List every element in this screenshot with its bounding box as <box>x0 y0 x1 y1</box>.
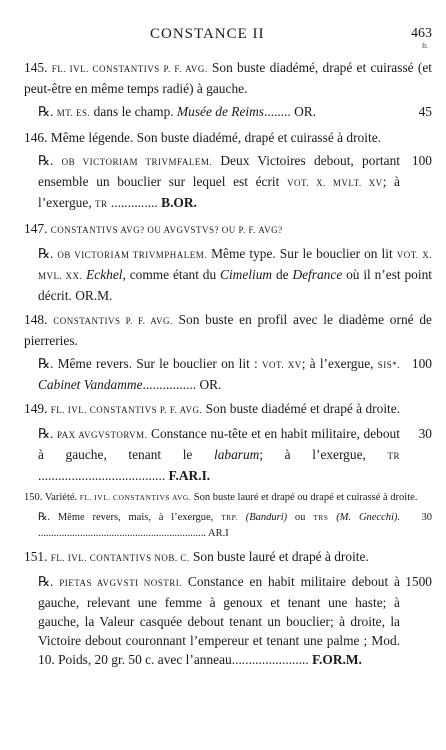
leader-dots: ....................... <box>231 652 309 667</box>
reverse-mark: ℞. <box>38 246 54 261</box>
variety-label: Variété. <box>44 492 78 503</box>
metal-rarity: F.AR.I. <box>168 468 211 483</box>
reverse-text: ; à l’exergue, <box>301 356 374 371</box>
source-name: Defrance <box>292 267 343 282</box>
catalogue-entry <box>24 128 432 147</box>
metal-rarity: F.OR.M. <box>312 652 362 667</box>
metal-rarity: OR.M. <box>75 288 113 303</box>
exergue-mark: TRS <box>313 513 329 522</box>
catalogue-entry <box>24 219 432 240</box>
obverse-text: Son buste lauré et drapé à droite. <box>192 549 369 564</box>
reverse-legend: OB VICTORIAM TRIVMPHALEM. <box>57 250 208 260</box>
leader-dots: ...................................... <box>38 468 166 483</box>
obverse-description <box>24 58 432 98</box>
reverse-mark: ℞. <box>38 426 54 441</box>
leader-dots: ........ <box>264 104 291 119</box>
reverse-description <box>24 151 432 214</box>
obverse-legend: FL. IVL. CONTANTIVS NOB. C. <box>50 553 190 563</box>
reverse-mark: ℞. <box>38 104 54 119</box>
reverse-text: Deux Victoires debout, portant ensemble un bouclier sur lequel est écrit <box>38 153 400 189</box>
reverse-mark: ℞. <box>38 356 54 371</box>
price-value: 30 <box>421 512 432 523</box>
entry-number: 150. <box>24 492 43 503</box>
entry-number: 147. <box>24 221 48 236</box>
reverse-text: ou <box>294 512 306 523</box>
leader-dots: ................ <box>142 377 197 392</box>
reverse-text: Constance en habit militaire debout à gauche, relevant une femme à genoux et tenant une haste; à gauche, la Valeur casquée debout tenant un bouclier; à droite, la Victoire debout couronnant l’empereur et tenant une palme ; Mod. 10. Poids, 20 gr. 50 c. avec l’anneau <box>38 574 400 667</box>
obverse-legend: FL. IVL. CONSTANTIVS P. F. AVG. <box>50 405 203 415</box>
reverse-mark: ℞. <box>38 512 51 523</box>
reverse-text: où il n’est point décrit. <box>38 267 432 303</box>
reverse-text: Constance nu-tête et en habit militaire, debout à gauche, tenant le <box>38 426 400 462</box>
obverse-text: Même légende. Son buste diadémé, drapé et cuirassé à droite. <box>50 130 381 145</box>
reverse-description <box>24 424 432 485</box>
obverse-text: Son buste diadémé et drapé à droite. <box>205 401 401 416</box>
metal-rarity: OR. <box>199 377 222 392</box>
exergue-mark: SIS*. <box>377 360 400 370</box>
source-name: Cabinet Vandamme <box>38 377 143 392</box>
reverse-text: ; à l’exergue, <box>259 447 366 462</box>
reverse-text: , comme étant du <box>122 267 217 282</box>
obverse-text: Son buste lauré et drapé ou drapé et cuirassé à droite. <box>193 492 418 503</box>
metal-rarity: OR. <box>294 104 317 119</box>
metal-rarity: AR.I <box>208 528 229 539</box>
source-name: labarum <box>213 447 260 462</box>
exergue-mark: TR <box>95 199 108 209</box>
obverse-legend: FL. IVL. CONSTANTIVS P. F. AVG. <box>51 64 208 74</box>
currency-label: fr. <box>421 42 428 50</box>
reverse-description <box>24 354 432 394</box>
reverse-description <box>24 102 432 123</box>
reverse-mark: ℞. <box>38 574 54 589</box>
catalogue-entry <box>24 58 432 98</box>
exergue-mark: TR <box>387 451 400 461</box>
entry-number: 149. <box>24 401 48 416</box>
reverse-text: Même revers, mais, à l’exergue, <box>57 512 214 523</box>
obverse-legend: CONSTANTIVS AVG? OU AVGVSTVS? OU P. F. AVG? <box>50 225 283 235</box>
reverse-text: Même revers. Sur le bouclier on lit : <box>57 356 258 371</box>
source-name: Cimelium <box>220 267 273 282</box>
metal-rarity: B.OR. <box>161 195 197 210</box>
shield-inscription: VOT. XV <box>262 360 302 370</box>
obverse-legend: FL. IVL. CONSTANTIVS AVG. <box>79 493 192 502</box>
leader-dots: .............. <box>110 195 158 210</box>
shield-inscription: VOT. X. MVL. XX. <box>38 250 432 281</box>
entry-number: 148. <box>24 312 48 327</box>
reverse-text: dans le champ. <box>93 104 174 119</box>
catalogue-entry <box>24 310 432 350</box>
reverse-description <box>24 572 432 669</box>
shield-inscription: VOT. X. MVLT. XV <box>287 178 383 188</box>
source-name: Eckhel <box>86 267 123 282</box>
price-value: 45 <box>418 104 432 119</box>
reverse-legend: MT. ES. <box>56 108 91 118</box>
obverse-text: Son buste en profil avec le diadème orné de pierreries. <box>24 312 432 348</box>
reverse-legend: OB VICTORIAM TRIVMFALEM. <box>61 157 213 167</box>
reverse-legend: PIETAS AVGVSTI NOSTRI. <box>59 578 183 588</box>
price-value: 1500 <box>405 574 432 589</box>
source-name: Musée de Reims <box>176 104 264 119</box>
reverse-mark: ℞. <box>38 153 54 168</box>
source-name: (Banduri) <box>245 512 288 523</box>
reverse-description <box>24 244 432 305</box>
catalogue-entry <box>24 399 432 420</box>
entry-number: 146. <box>24 130 48 145</box>
reverse-legend: PAX AVGVSTORVM. <box>56 430 148 440</box>
reverse-description <box>24 510 432 542</box>
reverse-text: de <box>275 267 289 282</box>
price-value: 30 <box>418 426 432 441</box>
page-number: 463 <box>411 26 432 41</box>
obverse-text: Son buste diadémé, drapé et cuirassé (et peut-être en même temps radié) à gauche. <box>24 60 432 96</box>
source-name: (M. Gnecchi). <box>336 512 401 523</box>
catalogue-body <box>24 58 432 674</box>
reverse-text: ; à l’exergue, <box>38 174 400 210</box>
leader-dots: ................................................................ <box>38 528 206 539</box>
price-value: 100 <box>411 153 432 168</box>
entry-number: 145. <box>24 60 48 75</box>
reverse-text: Même type. Sur le bouclier on lit <box>211 246 393 261</box>
catalogue-entry <box>24 547 432 568</box>
catalogue-entry <box>24 490 432 506</box>
entry-number: 151. <box>24 549 48 564</box>
running-title: CONSTANCE II <box>150 26 265 42</box>
price-value: 100 <box>411 356 432 371</box>
page-header <box>0 26 446 50</box>
exergue-mark: TRP. <box>221 513 238 522</box>
obverse-legend: CONSTANTIVS P. F. AVG. <box>53 316 173 326</box>
